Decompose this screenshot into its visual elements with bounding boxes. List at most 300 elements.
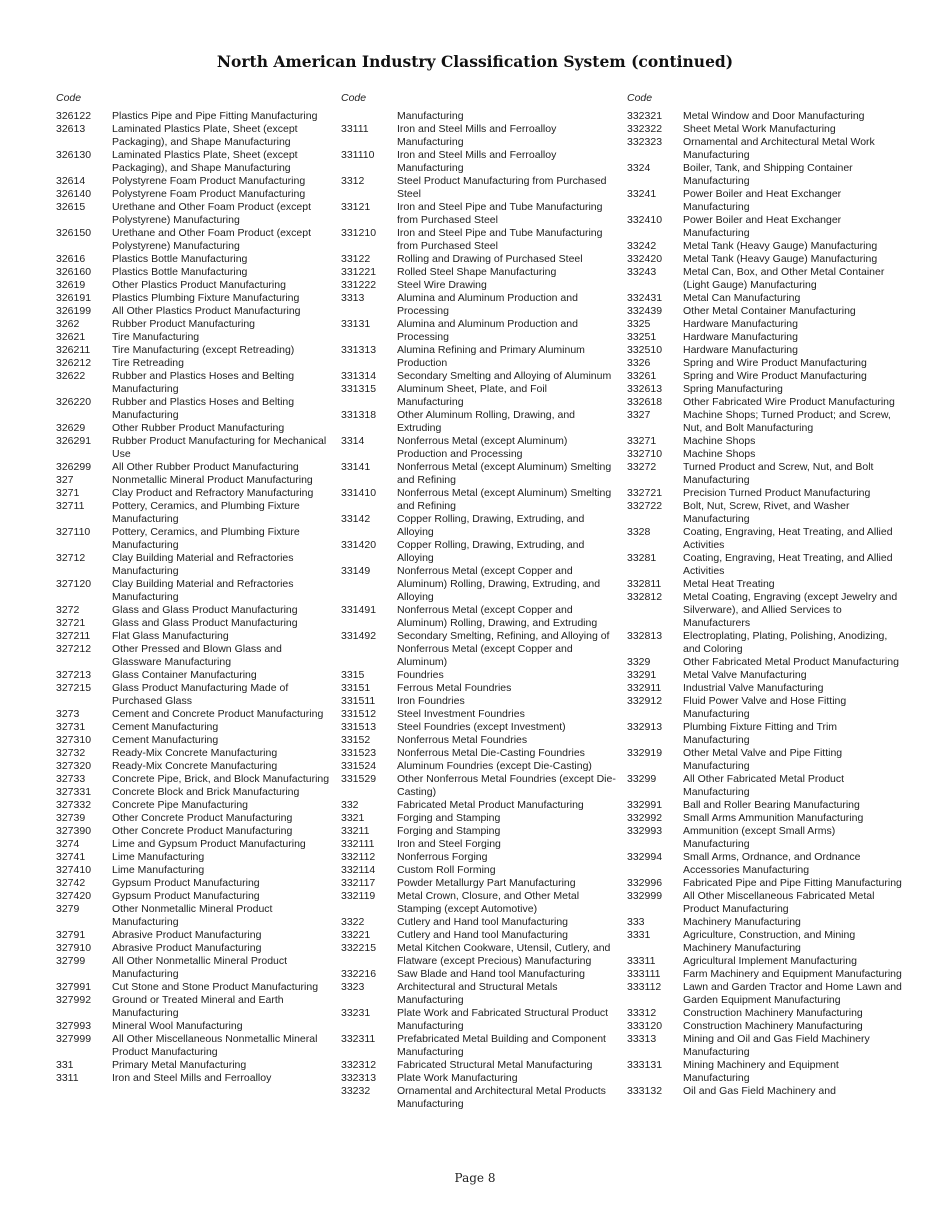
naics-entry: [627, 383, 902, 396]
naics-entry: [627, 955, 902, 968]
naics-code: 332618: [627, 396, 663, 408]
naics-entry: [341, 825, 616, 838]
naics-description: All Other Fabricated Metal Product Manufacturing: [683, 773, 845, 798]
naics-entry: [341, 968, 616, 981]
naics-entry: [56, 357, 331, 370]
naics-entry: [627, 188, 902, 214]
naics-code: 33291: [627, 669, 657, 681]
naics-entry: [341, 149, 616, 175]
naics-entry: [627, 968, 902, 981]
naics-entry: [627, 890, 902, 916]
naics-description: Rolled Steel Shape Manufacturing: [397, 266, 557, 278]
naics-code: 331529: [341, 773, 377, 785]
naics-description: Sheet Metal Work Manufacturing: [683, 123, 836, 135]
naics-code: 327420: [56, 890, 92, 902]
column-2: [341, 92, 616, 1111]
naics-description: Tire Manufacturing: [112, 331, 200, 343]
naics-description: Cement and Concrete Product Manufacturing: [112, 708, 324, 720]
naics-code: 327332: [56, 799, 92, 811]
naics-description: Copper Rolling, Drawing, Extruding, and Alloying: [397, 539, 585, 564]
code-header: Code: [56, 92, 82, 104]
naics-code: 32712: [56, 552, 86, 564]
naics-code: 326150: [56, 227, 92, 239]
naics-description: Coating, Engraving, Heat Treating, and Allied Activities: [683, 526, 893, 551]
naics-entry: [627, 851, 902, 877]
naics-description: Machine Shops: [683, 448, 756, 460]
naics-description: Plumbing Fixture Fitting and Trim Manufacturing: [683, 721, 838, 746]
naics-code: 327212: [56, 643, 92, 655]
naics-code: 32799: [56, 955, 86, 967]
naics-description: Pottery, Ceramics, and Plumbing Fixture Manufacturing: [112, 500, 300, 525]
naics-entry: [341, 487, 616, 513]
naics-entry: [627, 916, 902, 929]
naics-entry: [341, 877, 616, 890]
naics-entry: [627, 1085, 902, 1098]
naics-description: Rubber Product Manufacturing: [112, 318, 255, 330]
naics-description: Other Concrete Product Manufacturing: [112, 812, 293, 824]
naics-code: 33311: [627, 955, 656, 967]
naics-code: 327999: [56, 1033, 92, 1045]
naics-code: 3312: [341, 175, 365, 187]
naics-code: 331491: [341, 604, 377, 616]
naics-code: [341, 110, 397, 123]
naics-entry: [627, 409, 902, 435]
naics-description: Machinery Manufacturing: [683, 916, 801, 928]
naics-description: Other Nonferrous Metal Foundries (except Die-Casting): [397, 773, 616, 798]
naics-description: Clay Building Material and Refractories Manufacturing: [112, 552, 294, 577]
naics-description: Small Arms Ammunition Manufacturing: [683, 812, 864, 824]
naics-entry: [341, 890, 616, 916]
naics-code: 3262: [56, 318, 80, 330]
naics-description: Primary Metal Manufacturing: [112, 1059, 247, 1071]
naics-code: 32615: [56, 201, 86, 213]
naics-entry: [627, 526, 902, 552]
naics-description: Ground or Treated Mineral and Earth Manufacturing: [112, 994, 284, 1019]
naics-entry: [627, 162, 902, 188]
naics-entry: [341, 981, 616, 1007]
naics-description: Hardware Manufacturing: [683, 331, 798, 343]
naics-description: Nonmetallic Mineral Product Manufacturing: [112, 474, 313, 486]
naics-code: 32619: [56, 279, 86, 291]
naics-code: 332710: [627, 448, 663, 460]
naics-description: Laminated Plastics Plate, Sheet (except Packaging), and Shape Manufacturing: [112, 123, 298, 148]
naics-description: Power Boiler and Heat Exchanger Manufacturing: [683, 188, 842, 213]
naics-entry: [341, 1072, 616, 1085]
naics-description: Lawn and Garden Tractor and Home Lawn and Garden Equipment Manufacturing: [683, 981, 902, 1006]
naics-description: Nonferrous Metal (except Copper and Aluminum) Rolling, Drawing, and Extruding: [397, 604, 598, 629]
naics-entry: [56, 877, 331, 890]
naics-description: Metal Can Manufacturing: [683, 292, 801, 304]
naics-entry: [341, 266, 616, 279]
naics-entry: [56, 838, 331, 851]
naics-entry: [627, 500, 902, 526]
naics-description: Cement Manufacturing: [112, 721, 219, 733]
naics-code: 327310: [56, 734, 92, 746]
naics-entry: [56, 604, 331, 617]
naics-entry: [56, 669, 331, 682]
naics-description: Nonferrous Metal Foundries: [397, 734, 528, 746]
naics-code: 32742: [56, 877, 86, 889]
naics-entry: [56, 903, 331, 929]
naics-entry: [56, 305, 331, 318]
naics-description: Iron and Steel Pipe and Tube Manufacturing from Purchased Steel: [397, 227, 603, 252]
naics-code: 32739: [56, 812, 86, 824]
naics-code: 32741: [56, 851, 86, 863]
naics-entry: [56, 500, 331, 526]
naics-code: 332510: [627, 344, 663, 356]
naics-description: Rubber Product Manufacturing for Mechanical Use: [112, 435, 327, 460]
naics-description: Tire Retreading: [112, 357, 184, 369]
naics-description: Bolt, Nut, Screw, Rivet, and Washer Manufacturing: [683, 500, 850, 525]
naics-description: Iron and Steel Mills and Ferroalloy: [112, 1072, 272, 1084]
naics-description: Tire Manufacturing (except Retreading): [112, 344, 295, 356]
naics-description: Steel Foundries (except Investment): [397, 721, 566, 733]
naics-code: 327410: [56, 864, 92, 876]
naics-entry: [627, 552, 902, 578]
naics-code: 327215: [56, 682, 92, 694]
naics-entry: [627, 344, 902, 357]
naics-code: 333120: [627, 1020, 663, 1032]
naics-entry: [56, 812, 331, 825]
naics-code: 33243: [627, 266, 657, 278]
naics-code: 33299: [627, 773, 657, 785]
naics-code: 332215: [341, 942, 377, 954]
naics-description: Other Aluminum Rolling, Drawing, and Extruding: [397, 409, 575, 434]
naics-code: 33241: [627, 188, 657, 200]
naics-description: Other Metal Valve and Pipe Fitting Manufacturing: [683, 747, 843, 772]
naics-code: 33242: [627, 240, 657, 252]
naics-code: 326212: [56, 357, 92, 369]
naics-code: 332613: [627, 383, 663, 395]
naics-entry: [627, 318, 902, 331]
naics-code: 327: [56, 474, 74, 486]
naics-description: Other Nonmetallic Mineral Product Manufacturing: [112, 903, 273, 928]
naics-entry: [627, 461, 902, 487]
naics-code: 332993: [627, 825, 663, 837]
naics-description: Plate Work and Fabricated Structural Product Manufacturing: [397, 1007, 609, 1032]
naics-code: 331524: [341, 760, 377, 772]
naics-entry: [341, 630, 616, 669]
naics-code: 332111: [341, 838, 375, 850]
naics-description: Ready-Mix Concrete Manufacturing: [112, 747, 278, 759]
naics-code: 3311: [56, 1072, 79, 1084]
naics-entry: [627, 929, 902, 955]
naics-description: Custom Roll Forming: [397, 864, 496, 876]
naics-entry: [341, 201, 616, 227]
naics-code: 332811: [627, 578, 662, 590]
naics-entry: [56, 344, 331, 357]
naics-description: Plastics Bottle Manufacturing: [112, 253, 248, 265]
naics-description: Metal Crown, Closure, and Other Metal Stamping (except Automotive): [397, 890, 580, 915]
naics-code: 332313: [341, 1072, 377, 1084]
naics-code: 332112: [341, 851, 376, 863]
naics-entry: [341, 1033, 616, 1059]
naics-entry: [341, 565, 616, 604]
naics-entry: [341, 370, 616, 383]
page-number: Page 8: [454, 1171, 496, 1185]
naics-code: 3329: [627, 656, 651, 668]
naics-entry: [56, 318, 331, 331]
naics-entry: [341, 864, 616, 877]
naics-description: Hardware Manufacturing: [683, 318, 798, 330]
naics-description: Foundries: [397, 669, 444, 681]
naics-code: 331110: [341, 149, 375, 161]
naics-entry: [341, 253, 616, 266]
naics-code: 332: [341, 799, 359, 811]
naics-description: Metal Window and Door Manufacturing: [683, 110, 865, 122]
naics-code: 33221: [341, 929, 371, 941]
naics-entry: [56, 786, 331, 799]
naics-code: 332323: [627, 136, 663, 148]
naics-code: 332999: [627, 890, 663, 902]
naics-code: 32622: [56, 370, 86, 382]
naics-entry: [341, 851, 616, 864]
naics-code: 331315: [341, 383, 377, 395]
naics-entry: [341, 604, 616, 630]
naics-code: 332311: [341, 1033, 376, 1045]
naics-description: All Other Plastics Product Manufacturing: [112, 305, 301, 317]
naics-entry: [627, 266, 902, 292]
naics-entry: [627, 1020, 902, 1033]
naics-entry: [627, 669, 902, 682]
naics-code: 3331: [627, 929, 651, 941]
naics-description: Alumina and Aluminum Production and Processing: [397, 292, 578, 317]
naics-description: Urethane and Other Foam Product (except Polystyrene) Manufacturing: [112, 201, 312, 226]
naics-code: 332991: [627, 799, 663, 811]
naics-code: 333131: [627, 1059, 663, 1071]
naics-entry: [627, 721, 902, 747]
naics-description: All Other Nonmetallic Mineral Product Manufacturing: [112, 955, 288, 980]
naics-description: Secondary Smelting, Refining, and Alloying of Nonferrous Metal (except Copper and Aluminum): [397, 630, 610, 668]
naics-code: 326122: [56, 110, 92, 122]
naics-description: Secondary Smelting and Alloying of Aluminum: [397, 370, 612, 382]
naics-code: 332721: [627, 487, 663, 499]
naics-code: 32733: [56, 773, 86, 785]
naics-entry: [341, 708, 616, 721]
naics-entry: [627, 656, 902, 669]
naics-entry: [341, 734, 616, 747]
naics-code: 333111: [627, 968, 661, 980]
naics-code: 32616: [56, 253, 86, 265]
naics-entry: [627, 747, 902, 773]
naics-entry: [627, 136, 902, 162]
naics-code: 3327: [627, 409, 651, 421]
naics-code: 32732: [56, 747, 86, 759]
naics-entry: [627, 435, 902, 448]
naics-code: 3325: [627, 318, 651, 330]
naics-entry: [627, 331, 902, 344]
naics-entry: [56, 864, 331, 877]
naics-code: 327991: [56, 981, 92, 993]
naics-description: Iron and Steel Forging: [397, 838, 501, 850]
naics-entry: [627, 240, 902, 253]
naics-entry: [627, 578, 902, 591]
naics-description: Other Fabricated Metal Product Manufacturing: [683, 656, 899, 668]
naics-description: All Other Miscellaneous Fabricated Metal Product Manufacturing: [683, 890, 875, 915]
naics-entry: [627, 396, 902, 409]
naics-code: 332913: [627, 721, 663, 733]
naics-description: Metal Coating, Engraving (except Jewelry and Silverware), and Allied Services to Manufacturers: [683, 591, 898, 629]
naics-description: Spring and Wire Product Manufacturing: [683, 370, 867, 382]
naics-description: Alumina Refining and Primary Aluminum Production: [397, 344, 585, 369]
naics-code: 331511: [341, 695, 376, 707]
naics-code: 3313: [341, 292, 365, 304]
naics-code: 33111: [341, 123, 369, 135]
naics-description: Metal Tank (Heavy Gauge) Manufacturing: [683, 253, 878, 265]
naics-code: 32621: [56, 331, 86, 343]
naics-code: 33232: [341, 1085, 371, 1097]
naics-entry: [341, 1085, 616, 1111]
naics-entry: [56, 760, 331, 773]
naics-code: 33251: [627, 331, 657, 343]
naics-code: 33231: [341, 1007, 371, 1019]
naics-description: Plastics Pipe and Pipe Fitting Manufacturing: [112, 110, 318, 122]
naics-description: Concrete Block and Brick Manufacturing: [112, 786, 300, 798]
naics-description: Mining and Oil and Gas Field Machinery Manufacturing: [683, 1033, 870, 1058]
naics-entry: [56, 1072, 331, 1085]
naics-description: Architectural and Structural Metals Manufacturing: [397, 981, 558, 1006]
naics-entry: [341, 227, 616, 253]
naics-entry: [56, 708, 331, 721]
naics-code: 32711: [56, 500, 85, 512]
naics-code: 33121: [341, 201, 371, 213]
naics-code: 326299: [56, 461, 92, 473]
naics-entry: [627, 682, 902, 695]
naics-description: Polystyrene Foam Product Manufacturing: [112, 188, 306, 200]
naics-entry: [341, 1007, 616, 1033]
naics-entry: [56, 370, 331, 396]
naics-description: Construction Machinery Manufacturing: [683, 1020, 863, 1032]
naics-description: Abrasive Product Manufacturing: [112, 942, 262, 954]
naics-entry: [627, 630, 902, 656]
naics-description: Lime Manufacturing: [112, 851, 205, 863]
naics-description: Metal Tank (Heavy Gauge) Manufacturing: [683, 240, 878, 252]
naics-code: 32614: [56, 175, 86, 187]
naics-description: Other Rubber Product Manufacturing: [112, 422, 285, 434]
naics-code: 327992: [56, 994, 92, 1006]
naics-description: Concrete Pipe, Brick, and Block Manufacturing: [112, 773, 330, 785]
naics-entry: [627, 357, 902, 370]
naics-entry: [56, 630, 331, 643]
naics-entry: [627, 812, 902, 825]
naics-description: Boiler, Tank, and Shipping Container Manufacturing: [683, 162, 853, 187]
naics-entry: [341, 812, 616, 825]
naics-entry: [627, 695, 902, 721]
naics-code: 332420: [627, 253, 663, 265]
naics-description: Oil and Gas Field Machinery and: [683, 1085, 836, 1097]
naics-description: Fluid Power Valve and Hose Fitting Manufacturing: [683, 695, 847, 720]
naics-code: 331318: [341, 409, 377, 421]
naics-description: Agriculture, Construction, and Mining Machinery Manufacturing: [683, 929, 856, 954]
naics-code: 333132: [627, 1085, 663, 1097]
naics-entry: [56, 149, 331, 175]
naics-code: 331420: [341, 539, 377, 551]
naics-code: 327211: [56, 630, 91, 642]
naics-description: Lime and Gypsum Product Manufacturing: [112, 838, 306, 850]
naics-description: Saw Blade and Hand tool Manufacturing: [397, 968, 585, 980]
naics-description: Mining Machinery and Equipment Manufacturing: [683, 1059, 839, 1084]
naics-description: Rolling and Drawing of Purchased Steel: [397, 253, 583, 265]
naics-entry: [56, 266, 331, 279]
naics-entry: [627, 825, 902, 851]
naics-code: 33122: [341, 253, 371, 265]
code-header: Code: [627, 92, 653, 104]
naics-description: Spring and Wire Product Manufacturing: [683, 357, 867, 369]
naics-entry: [341, 916, 616, 929]
naics-entry: [56, 474, 331, 487]
naics-entry: [341, 344, 616, 370]
naics-entry: [56, 825, 331, 838]
naics-code: 332919: [627, 747, 663, 759]
naics-description: Ornamental and Architectural Metal Products Manufacturing: [397, 1085, 606, 1110]
naics-code: 33152: [341, 734, 371, 746]
naics-entry: [627, 1007, 902, 1020]
naics-description: Mineral Wool Manufacturing: [112, 1020, 243, 1032]
naics-entry: [627, 487, 902, 500]
naics-code: 32629: [56, 422, 86, 434]
naics-code: 326220: [56, 396, 92, 408]
naics-code: 33261: [627, 370, 657, 382]
naics-code: 332912: [627, 695, 663, 707]
naics-code: 33142: [341, 513, 371, 525]
naics-code: 332992: [627, 812, 663, 824]
naics-entry: [627, 1059, 902, 1085]
naics-code: 3328: [627, 526, 651, 538]
naics-entry: [56, 578, 331, 604]
naics-code: 3314: [341, 435, 365, 447]
naics-code: 331492: [341, 630, 377, 642]
column-3: [627, 92, 902, 1098]
naics-code: 332911: [627, 682, 662, 694]
naics-code: 326130: [56, 149, 92, 161]
naics-description: Small Arms, Ordnance, and Ordnance Accessories Manufacturing: [683, 851, 861, 876]
naics-description: Rubber and Plastics Hoses and Belting Manufacturing: [112, 396, 295, 421]
naics-entry: [56, 721, 331, 734]
naics-description: Industrial Valve Manufacturing: [683, 682, 824, 694]
naics-description: Cutlery and Hand tool Manufacturing: [397, 916, 569, 928]
naics-entry: [627, 1033, 902, 1059]
naics-description: Iron and Steel Mills and Ferroalloy Manufacturing: [397, 123, 557, 148]
naics-entry: [341, 435, 616, 461]
naics-description: Ready-Mix Concrete Manufacturing: [112, 760, 278, 772]
naics-description: Prefabricated Metal Building and Component Manufacturing: [397, 1033, 606, 1058]
naics-entry: [56, 747, 331, 760]
naics-description: Copper Rolling, Drawing, Extruding, and Alloying: [397, 513, 585, 538]
naics-code: 33151: [341, 682, 371, 694]
naics-entry: [627, 110, 902, 123]
naics-code: 33149: [341, 565, 371, 577]
naics-description: Lime Manufacturing: [112, 864, 205, 876]
naics-entry: [56, 396, 331, 422]
naics-description: Power Boiler and Heat Exchanger Manufacturing: [683, 214, 842, 239]
naics-description: Pottery, Ceramics, and Plumbing Fixture Manufacturing: [112, 526, 300, 551]
naics-description: Nonferrous Metal Die-Casting Foundries: [397, 747, 585, 759]
naics-code: 332812: [627, 591, 663, 603]
naics-code: 331210: [341, 227, 377, 239]
naics-description: Nonferrous Metal (except Aluminum) Smelting and Refining: [397, 487, 612, 512]
naics-entry: [627, 123, 902, 136]
naics-entry: [627, 305, 902, 318]
naics-code: 332119: [341, 890, 376, 902]
naics-description: Other Concrete Product Manufacturing: [112, 825, 293, 837]
naics-entry: [627, 214, 902, 240]
naics-entry: [627, 981, 902, 1007]
naics-code: 327331: [56, 786, 92, 798]
naics-code: 326211: [56, 344, 91, 356]
naics-description: Glass and Glass Product Manufacturing: [112, 604, 298, 616]
naics-description: Aluminum Foundries (except Die-Casting): [397, 760, 592, 772]
naics-code: 331221: [341, 266, 377, 278]
